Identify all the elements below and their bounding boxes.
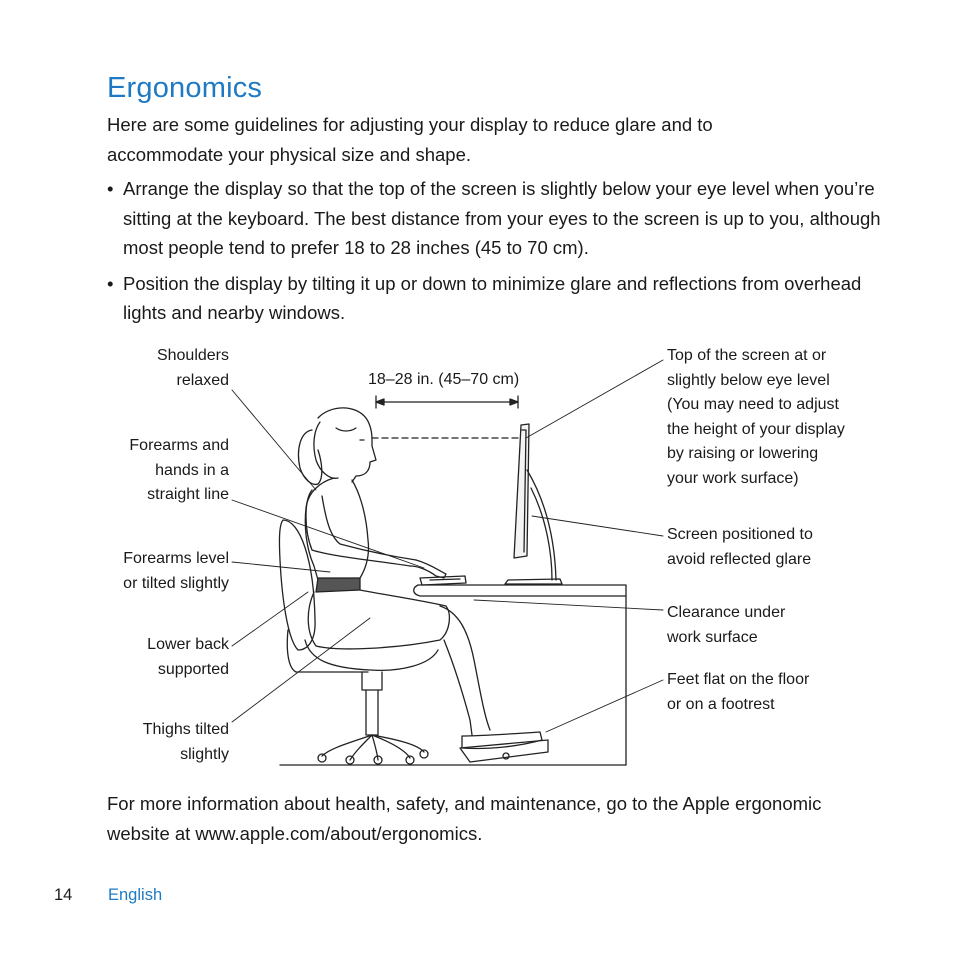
bullet-text: Arrange the display so that the top of the screen is slightly below your eye level when you’re sitting at the keyboard. The best distance from your eyes to the screen is up to you, although most people tend to prefer 18 to 28 inches (45 to 70 cm). [123,178,881,258]
page-title: Ergonomics [107,72,263,104]
label-clearance: Clearance under work surface [667,604,786,646]
bullet-icon: • [107,178,114,199]
label-distance: 18–28 in. (45–70 cm) [368,371,520,388]
list-item [107,174,887,263]
bullet-icon: • [107,272,114,294]
ergonomic-illustration [0,330,954,780]
leader-lines [232,360,663,732]
label-forearms-hands: Forearms and hands in a straight line [129,437,229,503]
chair-icon [279,520,438,764]
label-top-of-screen: Top of the screen at or slightly below eye level (You may need to adjust the height of your display by raising or lowering your work surface) [667,347,845,487]
language-label: English [108,886,163,904]
label-lower-back: Lower back supported [147,636,229,678]
list-item [107,269,887,328]
label-forearms-level: Forearms level or tilted slightly [123,550,229,592]
label-shoulders: Shoulders relaxed [156,347,229,389]
distance-arrow [376,396,518,408]
label-thighs: Thighs tilted slightly [142,721,229,763]
closing-paragraph: For more information about health, safety, and maintenance, go to the Apple ergonomic website at www.apple.com/about/ergonomics. [107,793,822,844]
bullet-text: Position the display by tilting it up or down to minimize glare and reflections from overhead lights and nearby windows. [123,272,862,323]
desk [414,585,626,765]
ergonomics-figure [0,330,954,780]
label-screen-position: Screen positioned to avoid reflected glare [667,526,813,568]
intro-paragraph: Here are some guidelines for adjusting your display to reduce glare and to accommodate your physical size and shape. [107,114,713,165]
label-feet: Feet flat on the floor or on a footrest [667,671,810,713]
monitor-icon [505,424,562,584]
guideline-list [107,174,887,334]
page-number: 14 [54,886,73,904]
